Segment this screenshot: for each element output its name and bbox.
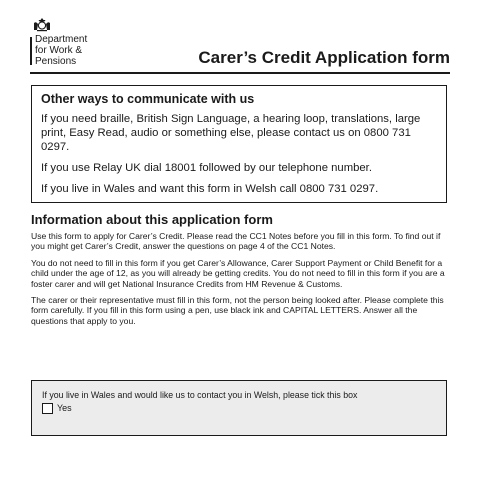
other-ways-box [31, 85, 447, 203]
information-heading: Information about this application form [31, 212, 273, 227]
other-ways-paragraph: If you need braille, British Sign Language, a hearing loop, translations, large print, Easy Read, audio or something else, please contact us on 0800 731 0297. [41, 113, 421, 153]
department-line: Pensions [35, 56, 77, 67]
yes-checkbox[interactable] [42, 403, 53, 414]
other-ways-heading: Other ways to communicate with us [41, 92, 255, 106]
royal-crest-icon [31, 17, 53, 32]
department-divider [30, 37, 32, 65]
welsh-contact-question: If you live in Wales and would like us to contact you in Welsh, please tick this box [42, 390, 358, 400]
other-ways-paragraph: If you live in Wales and want this form in Welsh call 0800 731 0297. [41, 183, 379, 195]
information-section [31, 212, 451, 332]
other-ways-paragraph: If you use Relay UK dial 18001 followed by our telephone number. [41, 162, 372, 174]
form-title: Carer’s Credit Application form [198, 48, 450, 67]
information-paragraph: The carer or their representative must fill in this form, not the person being looked after. Please complete this form carefully. If you fill in this form using a pen, use black ink and CAPITAL LETTERS. Answer all the questions that apply to you. [31, 295, 444, 326]
department-line: for Work & [35, 45, 83, 56]
information-paragraph: You do not need to fill in this form if you get Carer’s Allowance, Carer Support Payment or Child Benefit for a child under the age of 12, as you will already be getting credits. You do not need to fill in this form if you are a foster carer and will get National Insurance Credits from HM Revenue & Customs. [31, 257, 445, 289]
welsh-contact-box [31, 380, 447, 436]
department-name [35, 34, 87, 67]
information-paragraph: Use this form to apply for Carer’s Credit. Please read the CC1 Notes before you fill in this form. To find out if you might get Carer’s Credit, answer the questions on page 4 of the CC1 Notes. [31, 231, 441, 252]
yes-label: Yes [57, 403, 72, 413]
yes-option[interactable] [42, 403, 436, 414]
department-line: Department [35, 34, 88, 45]
header-rule [30, 72, 450, 74]
